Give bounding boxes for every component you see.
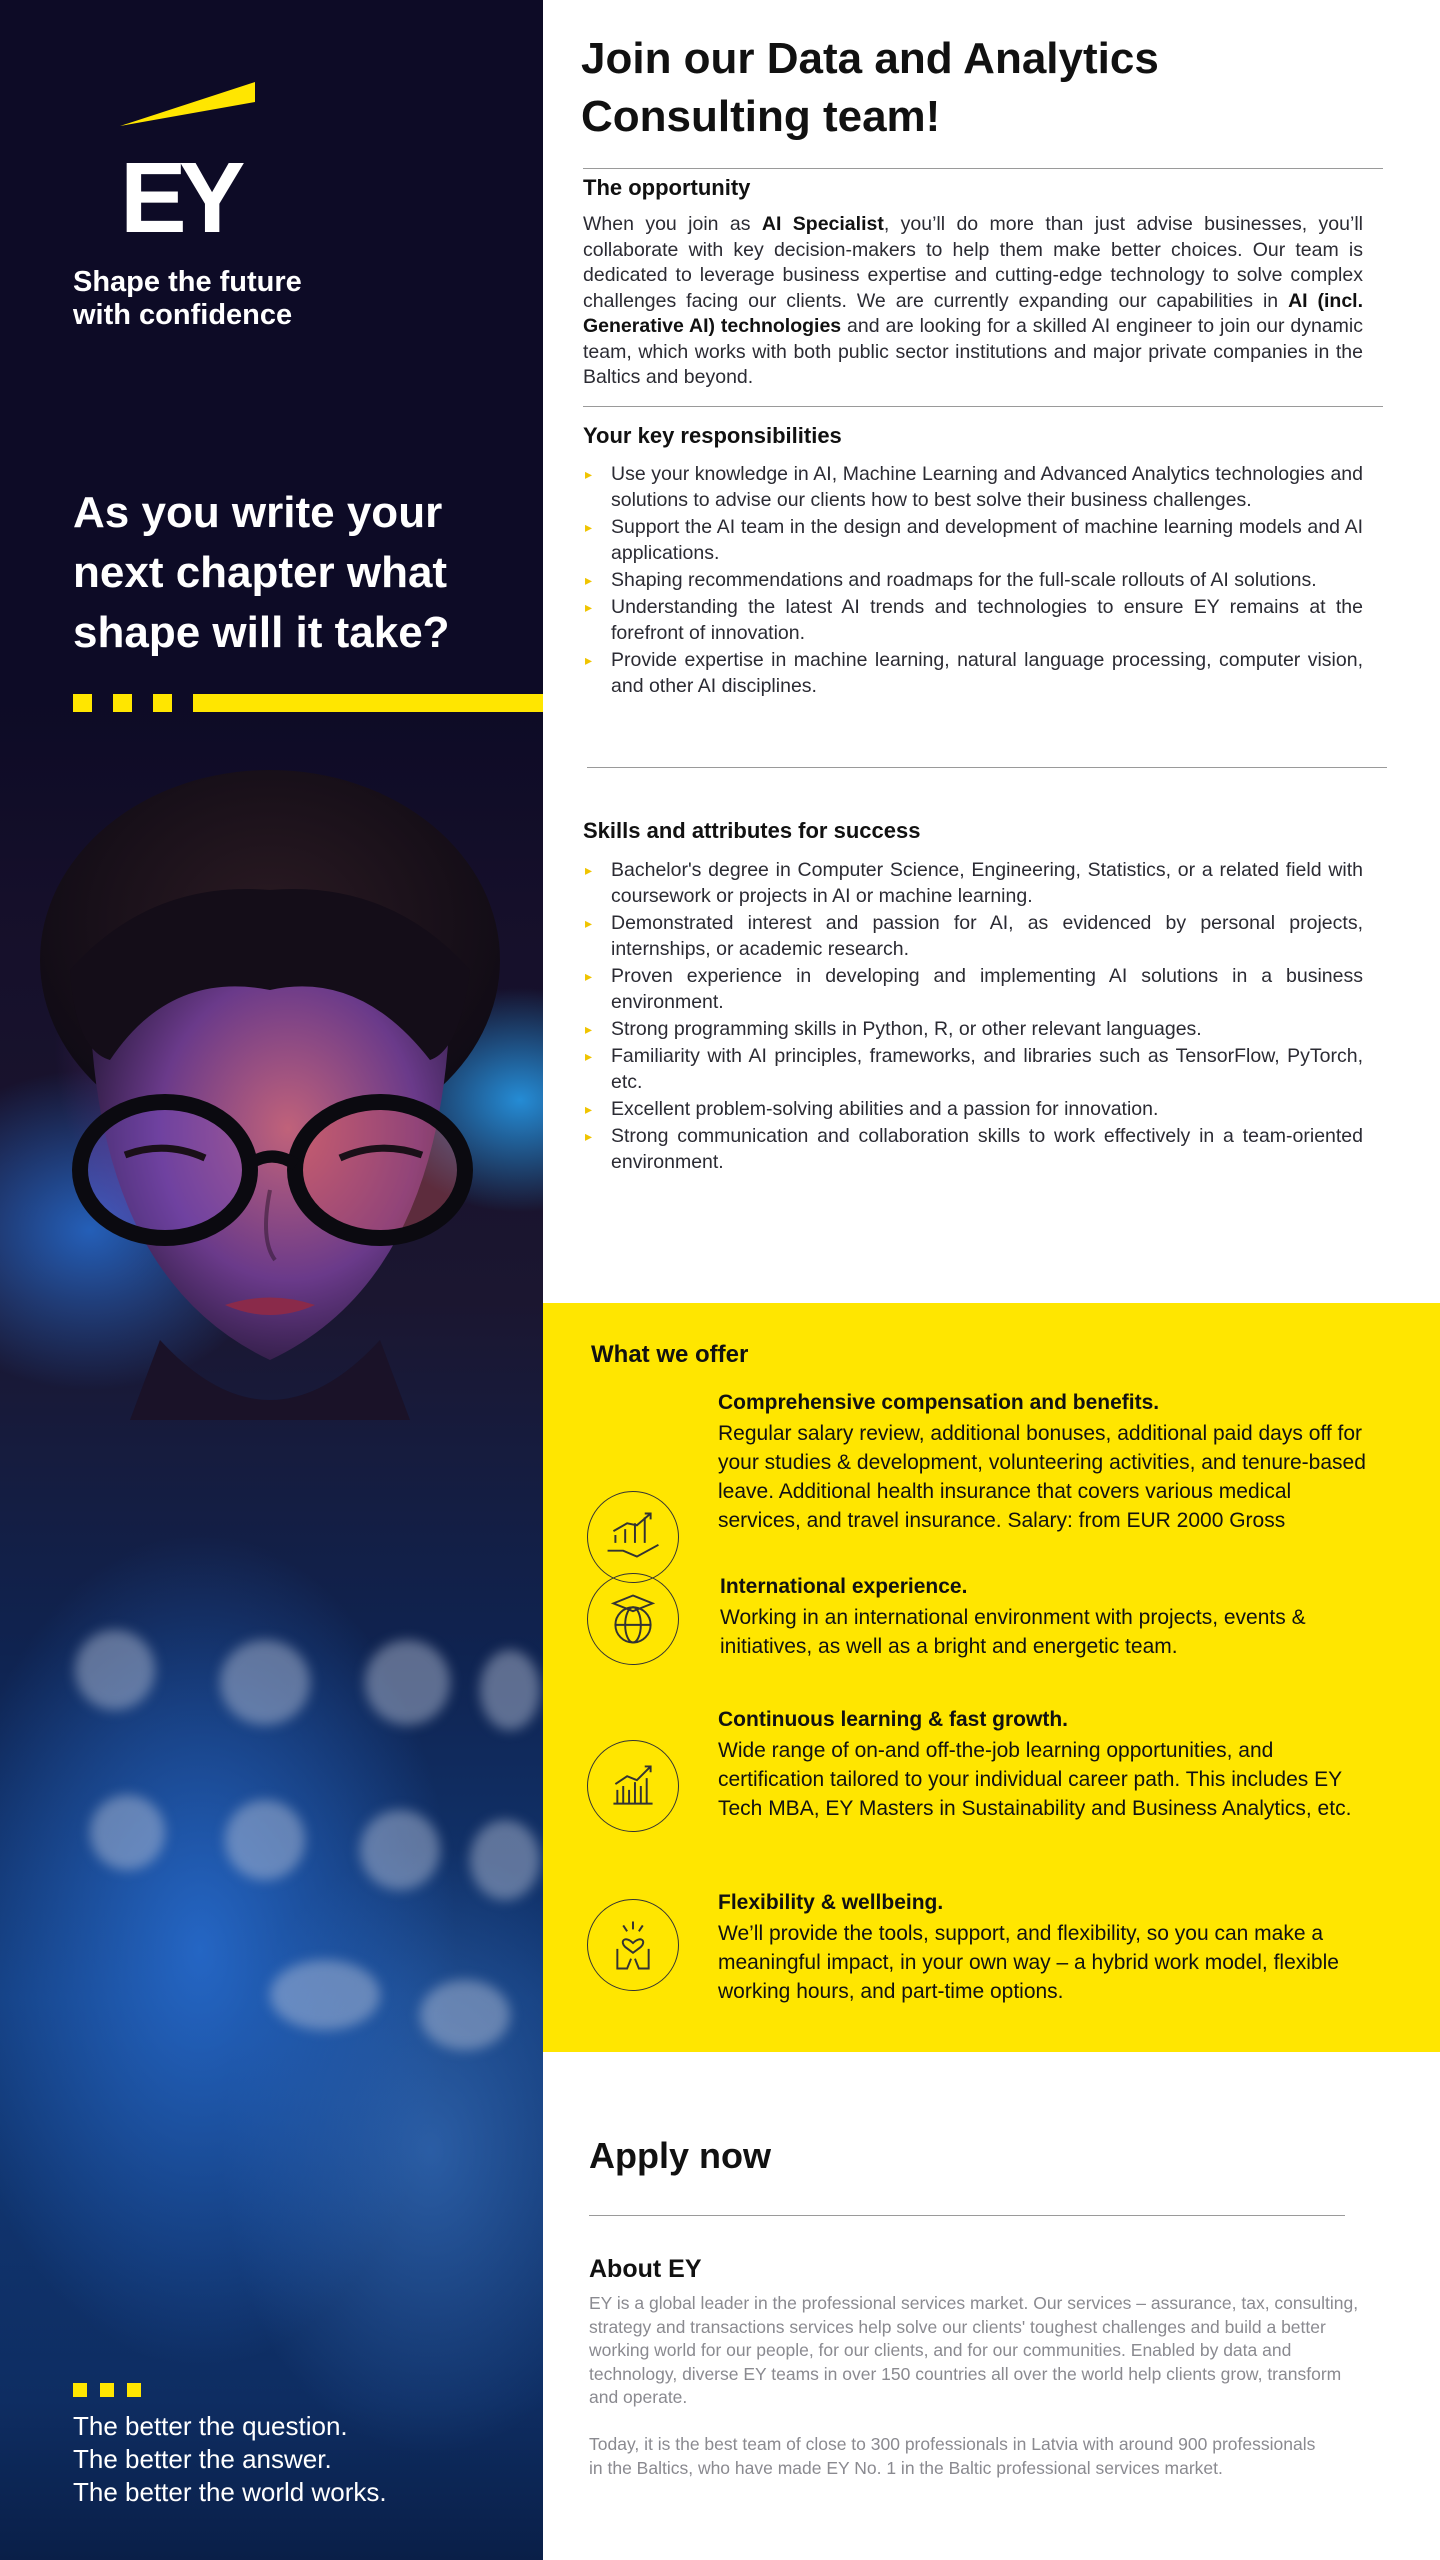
divider bbox=[583, 406, 1383, 407]
offer-heading: Comprehensive compensation and benefits. bbox=[718, 1391, 1160, 1414]
list-item: ▸ Proven experience in developing and implementing AI solutions in a business environment. bbox=[583, 963, 1363, 1015]
portrait-illustration bbox=[30, 760, 500, 1420]
tagline-line: with confidence bbox=[73, 299, 293, 331]
banner-footer bbox=[73, 2410, 387, 2509]
bar-chart-growth-icon bbox=[587, 1740, 679, 1832]
banner-headline bbox=[73, 483, 513, 663]
list-item: ▸ Support the AI team in the design and development of machine learning models and AI applications. bbox=[583, 514, 1363, 566]
footer-line: The better the question. bbox=[73, 2411, 348, 2441]
bokeh-dot bbox=[365, 1640, 450, 1725]
list-item: ▸ Provide expertise in machine learning, natural language processing, computer vision, and other AI disciplines. bbox=[583, 647, 1363, 699]
section-title-responsibilities: Your key responsibilities bbox=[583, 423, 842, 448]
tech-highlight: AI (incl. Generative AI) technologies bbox=[583, 289, 1364, 337]
yellow-square bbox=[73, 694, 92, 712]
list-item: ▸ Excellent problem-solving abilities and a passion for innovation. bbox=[583, 1096, 1363, 1122]
divider bbox=[587, 767, 1387, 768]
offer-heading: Continuous learning & fast growth. bbox=[718, 1708, 1068, 1731]
ey-logo bbox=[120, 82, 280, 242]
growth-hand-icon bbox=[587, 1491, 679, 1583]
list-item: ▸ Understanding the latest AI trends and technologies to ensure EY remains at the forefront of innovation. bbox=[583, 594, 1363, 646]
list-item: ▸ Familiarity with AI principles, frameworks, and libraries such as TensorFlow, PyTorch, etc. bbox=[583, 1043, 1363, 1095]
yellow-square bbox=[113, 694, 132, 712]
tagline bbox=[73, 266, 302, 332]
yellow-bar bbox=[193, 694, 543, 712]
offer-heading: International experience. bbox=[720, 1575, 968, 1598]
bokeh-dot bbox=[220, 1640, 310, 1725]
headline-line: next chapter what bbox=[73, 548, 448, 597]
left-banner bbox=[0, 0, 543, 2560]
about-paragraph: Today, it is the best team of close to 300 professionals in Latvia with around 900 professionals in the Baltics, who have made EY No. 1 in the Baltic professional services market. bbox=[589, 2434, 1316, 2478]
section-title-opportunity: The opportunity bbox=[583, 175, 751, 200]
section-title-about: About EY bbox=[589, 2255, 702, 2283]
yellow-square bbox=[100, 2383, 114, 2397]
about-paragraph: EY is a global leader in the professional services market. Our services – assurance, tax, consulting, strategy and transactions services help solve our clients' toughest challenges and build a better working world for our people, for our clients, and for our communities. Enabled by data and technology, diverse EY teams in over 150 countries all over the world help clients grow, transform and operate. bbox=[589, 2293, 1359, 2407]
list-item: ▸ Use your knowledge in AI, Machine Learning and Advanced Analytics technologies and solutions to advise our clients how to best solve their business challenges. bbox=[583, 461, 1363, 513]
responsibilities-list bbox=[583, 461, 1363, 700]
headline-line: shape will it take? bbox=[73, 608, 450, 657]
bokeh-dot bbox=[75, 1630, 155, 1710]
footer-line: The better the world works. bbox=[73, 2477, 387, 2507]
section-title-offer: What we offer bbox=[591, 1341, 749, 1368]
list-item: ▸ Shaping recommendations and roadmaps for the full-scale rollouts of AI solutions. bbox=[583, 567, 1363, 593]
globe-graduation-icon bbox=[587, 1573, 679, 1665]
tagline-line: Shape the future bbox=[73, 266, 302, 298]
section-title-skills: Skills and attributes for success bbox=[583, 818, 921, 843]
bokeh-dot bbox=[360, 1810, 440, 1890]
hands-heart-icon bbox=[587, 1899, 679, 1991]
yellow-square bbox=[153, 694, 172, 712]
bokeh-dot bbox=[90, 1795, 165, 1870]
apply-now-link[interactable]: Apply now bbox=[589, 2135, 771, 2176]
page-title: Join our Data and Analytics Consulting team! bbox=[581, 34, 1159, 141]
role-highlight: AI Specialist bbox=[761, 213, 884, 235]
offer-text: Working in an international environment with projects, events & initiatives, as well as a bright and energetic team. bbox=[720, 1606, 1306, 1658]
opportunity-text: When you join as AI Specialist, you’ll do more than just advise businesses, you’ll collaborate with key decision-makers to help them make better choices. Our team is dedicated to leverage business expertise and cutting-edge technology to solve complex challenges facing our clients. We are currently expanding our capabilities in AI (incl. Generative AI) technologies and are looking for a skilled AI engineer to join our dynamic team, which works with both public sector institutions and major private companies in the Baltics and beyond. bbox=[583, 213, 1364, 388]
headline-line: As you write your bbox=[73, 488, 443, 537]
offer-section bbox=[543, 1303, 1440, 2052]
divider bbox=[589, 2215, 1345, 2216]
bokeh-dot bbox=[480, 1650, 540, 1730]
bokeh-dot bbox=[270, 1960, 380, 2030]
offer-heading: Flexibility & wellbeing. bbox=[718, 1891, 944, 1914]
list-item: ▸ Bachelor's degree in Computer Science, Engineering, Statistics, or a related field with coursework or projects in AI or machine learning. bbox=[583, 857, 1363, 909]
bokeh-dot bbox=[470, 1820, 540, 1900]
job-description bbox=[543, 0, 1440, 2560]
list-item: ▸ Strong programming skills in Python, R, or other relevant languages. bbox=[583, 1016, 1363, 1042]
list-item: ▸ Demonstrated interest and passion for AI, as evidenced by personal projects, internships, or academic research. bbox=[583, 910, 1363, 962]
yellow-square bbox=[73, 2383, 87, 2397]
list-item: ▸ Strong communication and collaboration skills to work effectively in a team-oriented environment. bbox=[583, 1123, 1363, 1175]
offer-text: Wide range of on-and off-the-job learning opportunities, and certification tailored to your individual career path. This includes EY Tech MBA, EY Masters in Sustainability and Business Analytics, etc. bbox=[718, 1739, 1352, 1820]
offer-text: Regular salary review, additional bonuses, additional paid days off for your studies & development, volunteering activities, and tenure-based leave. Additional health insurance that covers various medical services, and travel insurance. Salary: from EUR 2000 Gross bbox=[718, 1422, 1366, 1532]
footer-line: The better the answer. bbox=[73, 2444, 332, 2474]
bokeh-dot bbox=[420, 1980, 510, 2050]
ey-logo-text: EY bbox=[120, 142, 238, 242]
skills-list bbox=[583, 857, 1363, 1176]
divider bbox=[583, 168, 1383, 169]
bokeh-dot bbox=[225, 1800, 305, 1880]
yellow-square bbox=[127, 2383, 141, 2397]
offer-text: We’ll provide the tools, support, and flexibility, so you can make a meaningful impact, in your own way – a hybrid work model, flexible working hours, and part-time options. bbox=[718, 1922, 1339, 2003]
